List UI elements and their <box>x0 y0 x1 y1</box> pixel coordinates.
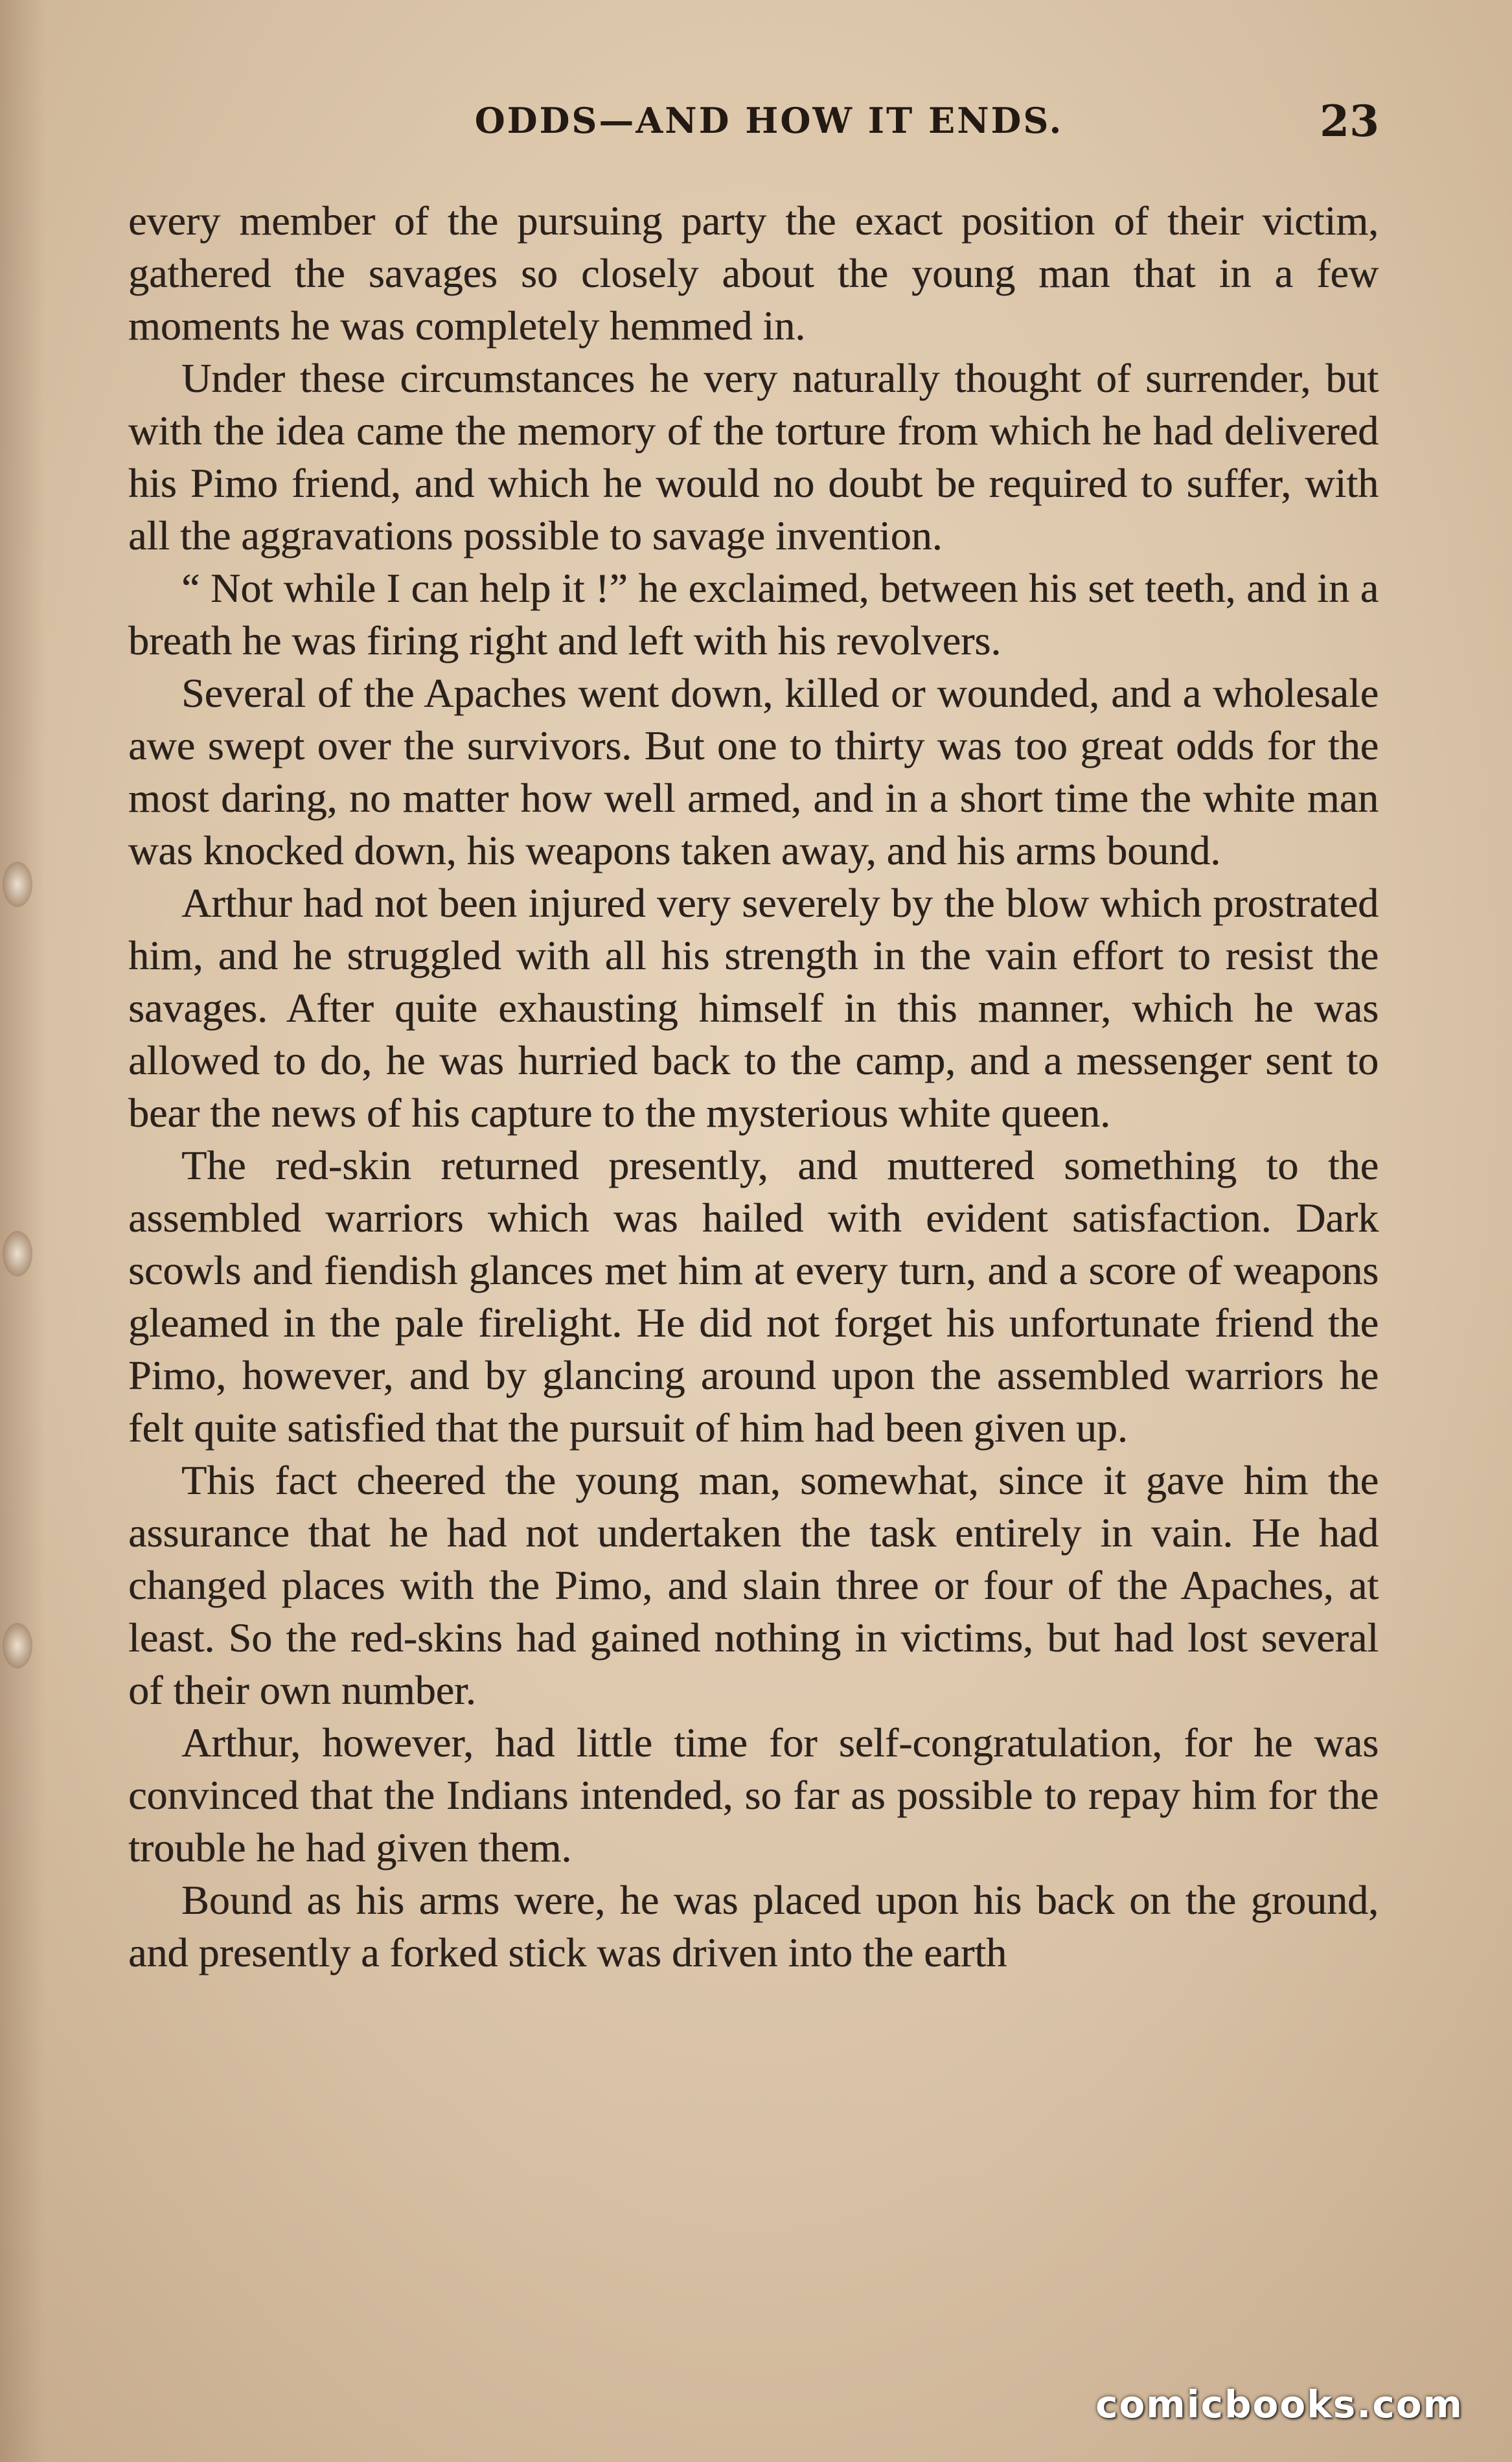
paragraph: Arthur, however, had little time for self-congratulation, for he was convinced that the Indians intended, so far as possible to repay him for the trouble he had given them. <box>128 1720 1379 1870</box>
paragraph: The red-skin returned presently, and muttered something to the assembled warriors which was hailed with evident satisfaction. Dark scowls and fiendish glances met him at every turn, and a score of weapons gleamed in the pale firelight. He did not forget his unfortunate friend the Pimo, however, and by glancing around upon the assembled warriors he felt quite satisfied that the pursuit of him had been given up. <box>128 1142 1379 1451</box>
paragraph: “ Not while I can help it !” he exclaimed, between his set teeth, and in a breath he was firing right and left with his revolvers. <box>128 565 1379 663</box>
binding-hole <box>3 1231 32 1276</box>
page-header <box>0 96 1512 148</box>
binding-hole <box>3 862 32 907</box>
body-text <box>128 194 1379 1979</box>
paragraph: Bound as his arms were, he was placed upon his back on the ground, and presently a forked stick was driven into the earth <box>128 1877 1379 1975</box>
page-left-edge <box>0 0 45 2462</box>
binding-hole <box>3 1623 32 1668</box>
page-number: 23 <box>1320 96 1379 146</box>
paragraph: Under these circumstances he very naturally thought of surrender, but with the idea came the memory of the torture from which he had delivered his Pimo friend, and which he would no doubt be required to suffer, with all the aggravations possible to savage invention. <box>128 355 1379 558</box>
paragraph: Arthur had not been injured very severely by the blow which prostrated him, and he struggled with all his strength in the vain effort to resist the savages. After quite exhausting himself in this manner, which he was allowed to do, he was hurried back to the camp, and a messenger sent to bear the news of his capture to the mysterious white queen. <box>128 880 1379 1136</box>
running-head: ODDS—AND HOW IT ENDS. <box>474 100 1064 141</box>
watermark: comicbooks.com <box>1095 2382 1463 2426</box>
paragraph: Several of the Apaches went down, killed or wounded, and a wholesale awe swept over the survivors. But one to thirty was too great odds for the most daring, no matter how well armed, and in a short time the white man was knocked down, his weapons taken away, and his arms bound. <box>128 670 1379 873</box>
paragraph: every member of the pursuing party the exact position of their victim, gathered the savages so closely about the young man that in a few moments he was completely hemmed in. <box>128 198 1379 349</box>
paragraph: This fact cheered the young man, somewhat, since it gave him the assurance that he had not undertaken the task entirely in vain. He had changed places with the Pimo, and slain three or four of the Apaches, at least. So the red-skins had gained nothing in victims, but had lost several of their own number. <box>128 1457 1379 1713</box>
